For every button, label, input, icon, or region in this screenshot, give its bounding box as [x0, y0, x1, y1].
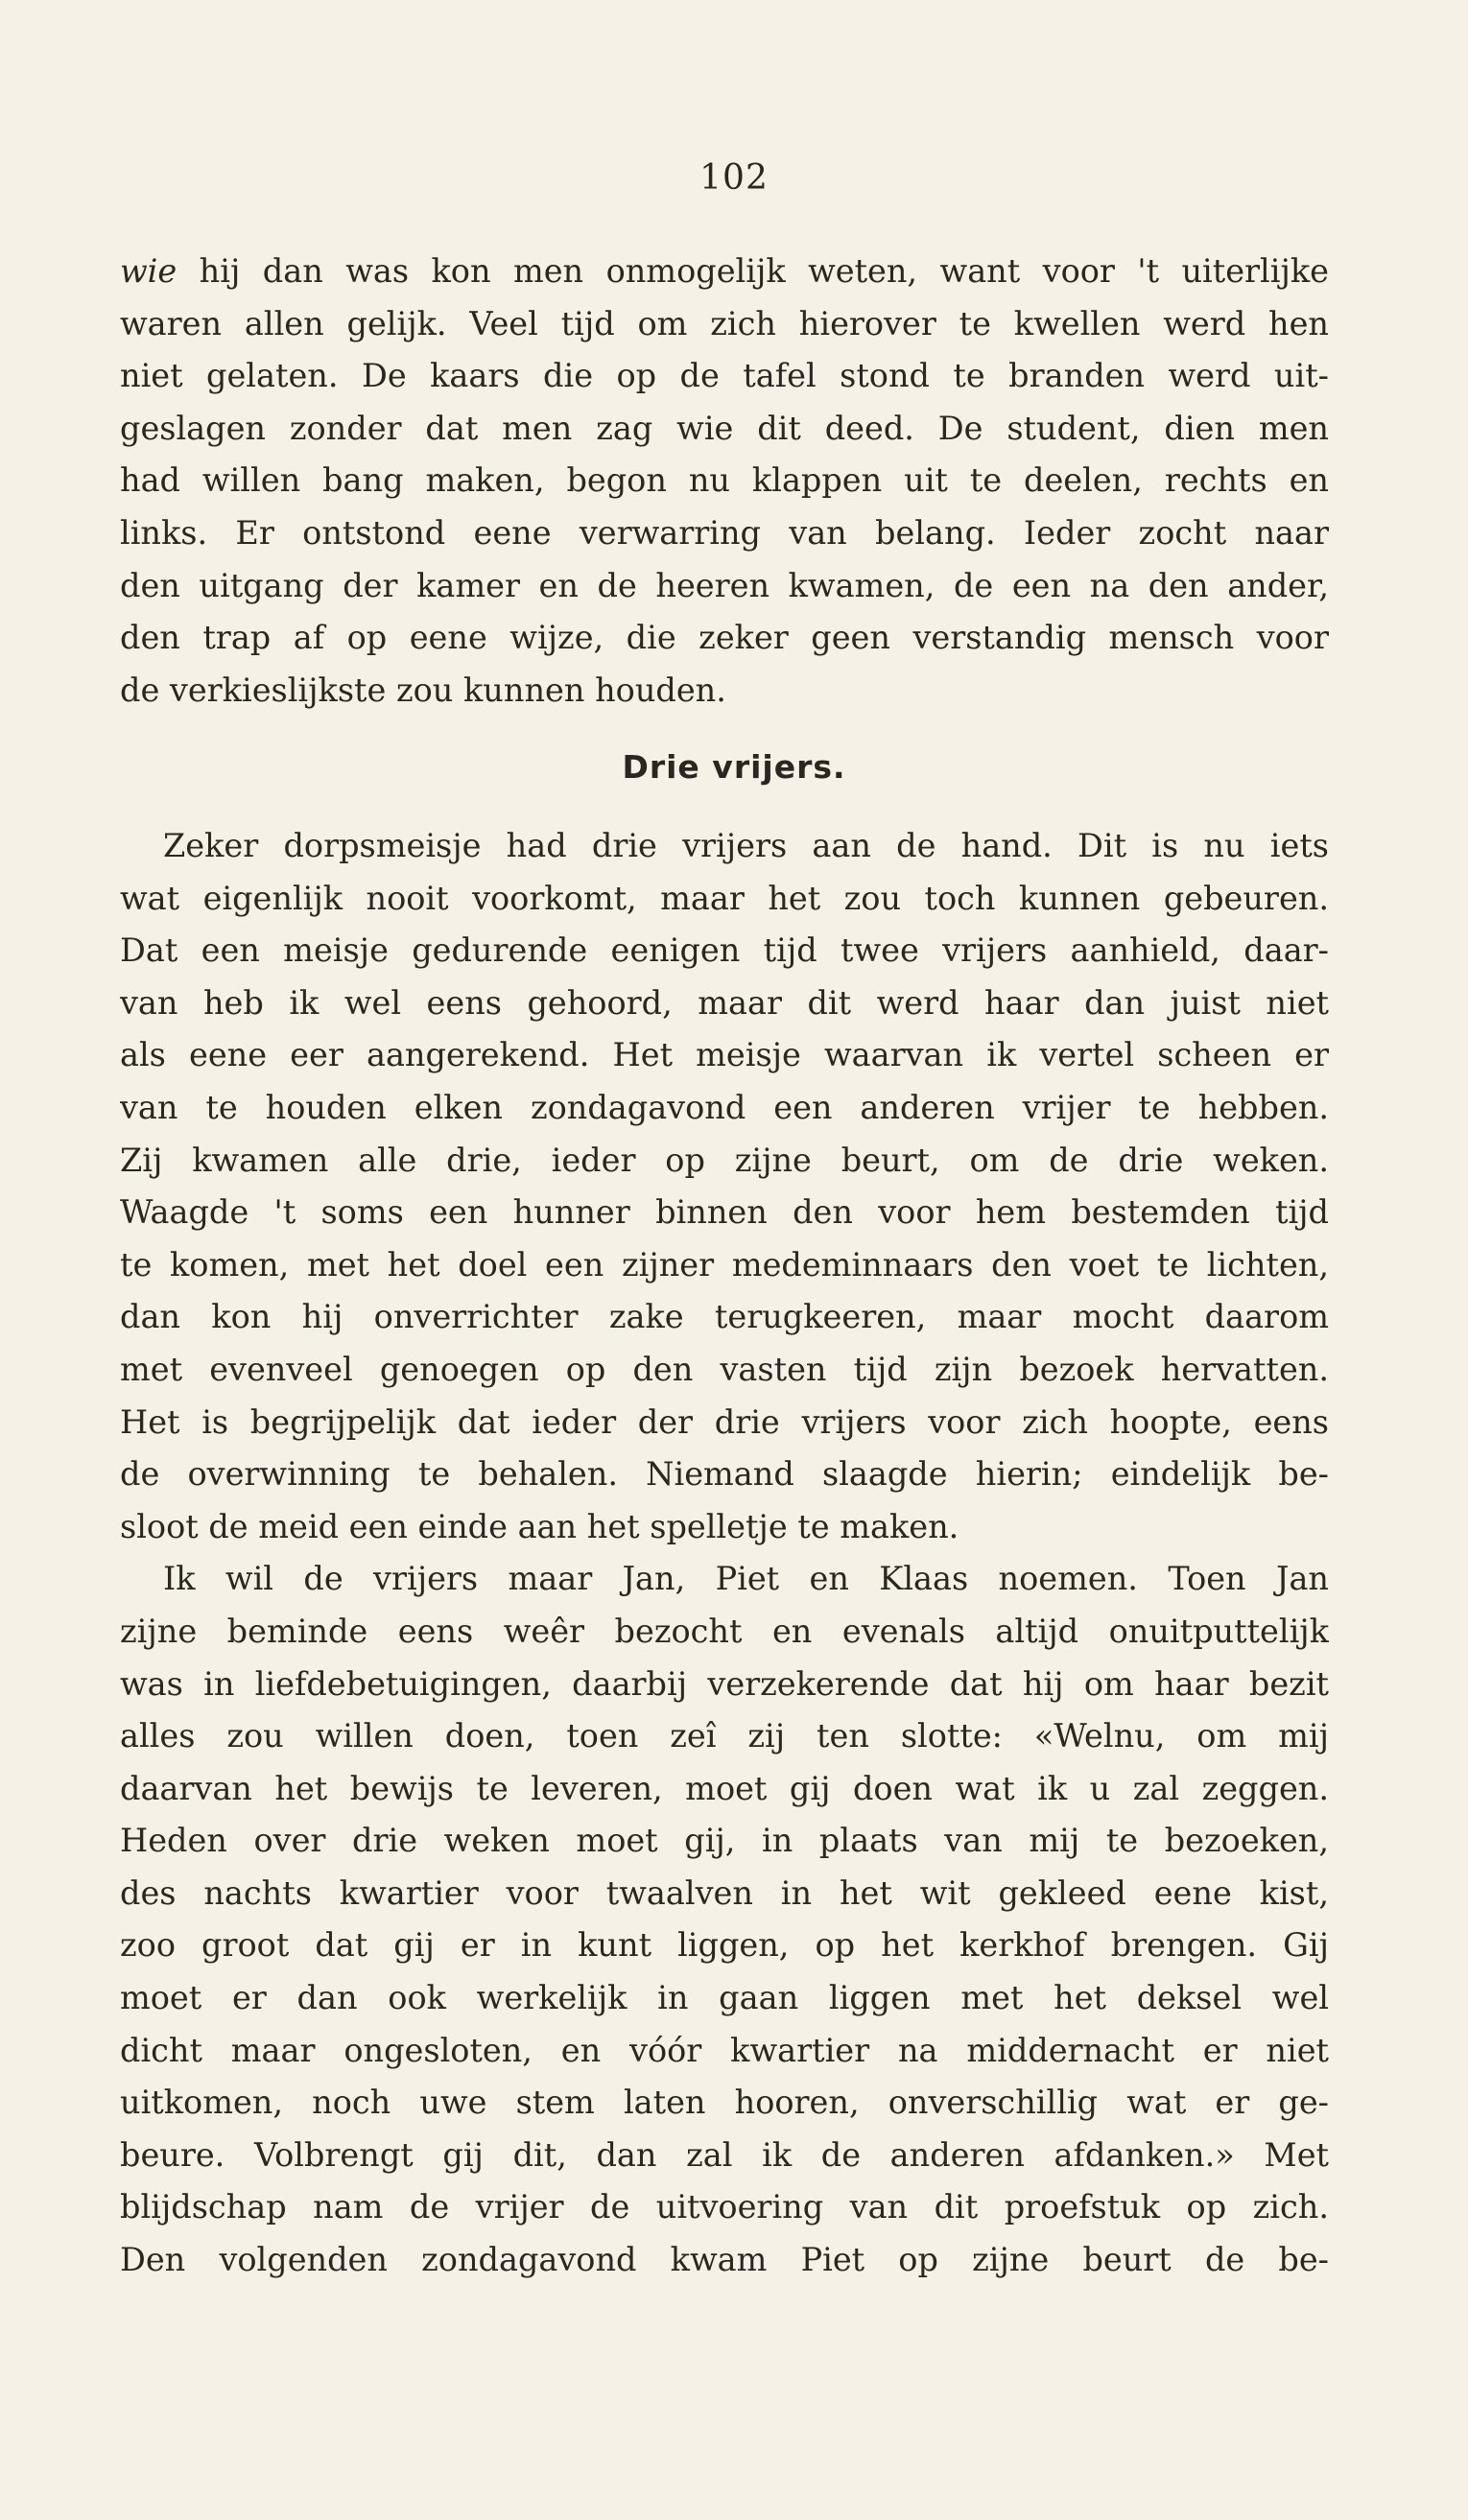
- text-line: den trap af op eene wijze, die zeker geen verstandig mensch voor: [120, 619, 1329, 657]
- italic-word: wie: [120, 252, 178, 290]
- text-line: geslagen zonder dat men zag wie dit deed. De student, dien men: [120, 409, 1329, 447]
- text-line: dicht maar ongesloten, en vóór kwartier na middernacht er niet: [120, 2031, 1329, 2069]
- text-line: Waagde 't soms een hunner binnen den voor hem bestemden tijd: [120, 1193, 1329, 1232]
- text-line: wat eigenlijk nooit voorkomt, maar het zou toch kunnen gebeuren.: [120, 879, 1329, 917]
- text-line: zijne beminde eens weêr bezocht en evenals altijd onuitputtelijk: [120, 1612, 1329, 1650]
- paragraph-continued: [120, 246, 1329, 717]
- text-line: had willen bang maken, begon nu klappen uit te deelen, rechts en: [120, 461, 1329, 500]
- text-line: blijdschap nam de vrijer de uitvoering van dit proefstuk op zich.: [120, 2188, 1329, 2226]
- text-line: Zij kwamen alle drie, ieder op zijne beurt, om de drie weken.: [120, 1141, 1329, 1179]
- text-line: moet er dan ook werkelijk in gaan liggen met het deksel wel: [120, 1979, 1329, 2017]
- text-line: des nachts kwartier voor twaalven in het wit gekleed eene kist,: [120, 1873, 1329, 1912]
- text-line: van heb ik wel eens gehoord, maar dit werd haar dan juist niet: [120, 983, 1329, 1022]
- text-line: te komen, met het doel een zijner medeminnaars den voet te lichten,: [120, 1245, 1329, 1284]
- text-line: [120, 246, 1329, 298]
- text-line: van te houden elken zondagavond een anderen vrijer te hebben.: [120, 1088, 1329, 1126]
- text-line: alles zou willen doen, toen zeî zij ten slotte: «Welnu, om mij: [120, 1717, 1329, 1755]
- text-line: beure. Volbrengt gij dit, dan zal ik de anderen afdanken.» Met: [120, 2135, 1329, 2174]
- section-heading: Drie vrijers.: [622, 748, 846, 786]
- story-body: [120, 820, 1329, 2287]
- text-line: Dat een meisje gedurende eenigen tijd twee vrijers aanhield, daar-: [120, 931, 1329, 970]
- text-line: Het is begrijpelijk dat ieder der drie vrijers voor zich hoopte, eens: [120, 1402, 1329, 1441]
- text-line: niet gelaten. De kaars die op de tafel stond te branden werd uit-: [120, 357, 1329, 395]
- text-line: links. Er ontstond eene verwarring van belang. Ieder zocht naar: [120, 513, 1329, 552]
- text-line: was in liefdebetuigingen, daarbij verzekerende dat hij om haar bezit: [120, 1664, 1329, 1703]
- text-line: dan kon hij onverrichter zake terugkeeren, maar mocht daarom: [120, 1298, 1329, 1336]
- text-line: Zeker dorpsmeisje had drie vrijers aan de hand. Dit is nu iets: [163, 827, 1329, 864]
- text-line: de overwinning te behalen. Niemand slaagde hierin; eindelijk be-: [120, 1455, 1329, 1494]
- page-number: 102: [699, 158, 769, 198]
- text-line: als eene eer aangerekend. Het meisje waarvan ik vertel scheen er: [120, 1036, 1329, 1074]
- text-line: Den volgenden zondagavond kwam Piet op zijne beurt de be-: [120, 2241, 1329, 2279]
- text-line-rest: hij dan was kon men onmogelijk weten, want voor 't uiterlijke: [177, 252, 1329, 290]
- text-line: Ik wil de vrijers maar Jan, Piet en Klaas noemen. Toen Jan: [163, 1560, 1329, 1598]
- text-line: zoo groot dat gij er in kunt liggen, op het kerkhof brengen. Gij: [120, 1926, 1329, 1965]
- text-line: met evenveel genoegen op den vasten tijd zijn bezoek hervatten.: [120, 1350, 1329, 1388]
- text-line: waren allen gelijk. Veel tijd om zich hierover te kwellen werd hen: [120, 304, 1329, 342]
- text-line: uitkomen, noch uwe stem laten hooren, onverschillig wat er ge-: [120, 2084, 1329, 2122]
- text-line: den uitgang der kamer en de heeren kwamen, de een na den ander,: [120, 566, 1329, 604]
- text-line: de verkieslijkste zou kunnen houden.: [120, 671, 726, 709]
- text-line: sloot de meid een einde aan het spelletje te maken.: [120, 1507, 959, 1545]
- text-line: Heden over drie weken moet gij, in plaats van mij te bezoeken,: [120, 1822, 1329, 1860]
- text-line: daarvan het bewijs te leveren, moet gij doen wat ik u zal zeggen.: [120, 1769, 1329, 1807]
